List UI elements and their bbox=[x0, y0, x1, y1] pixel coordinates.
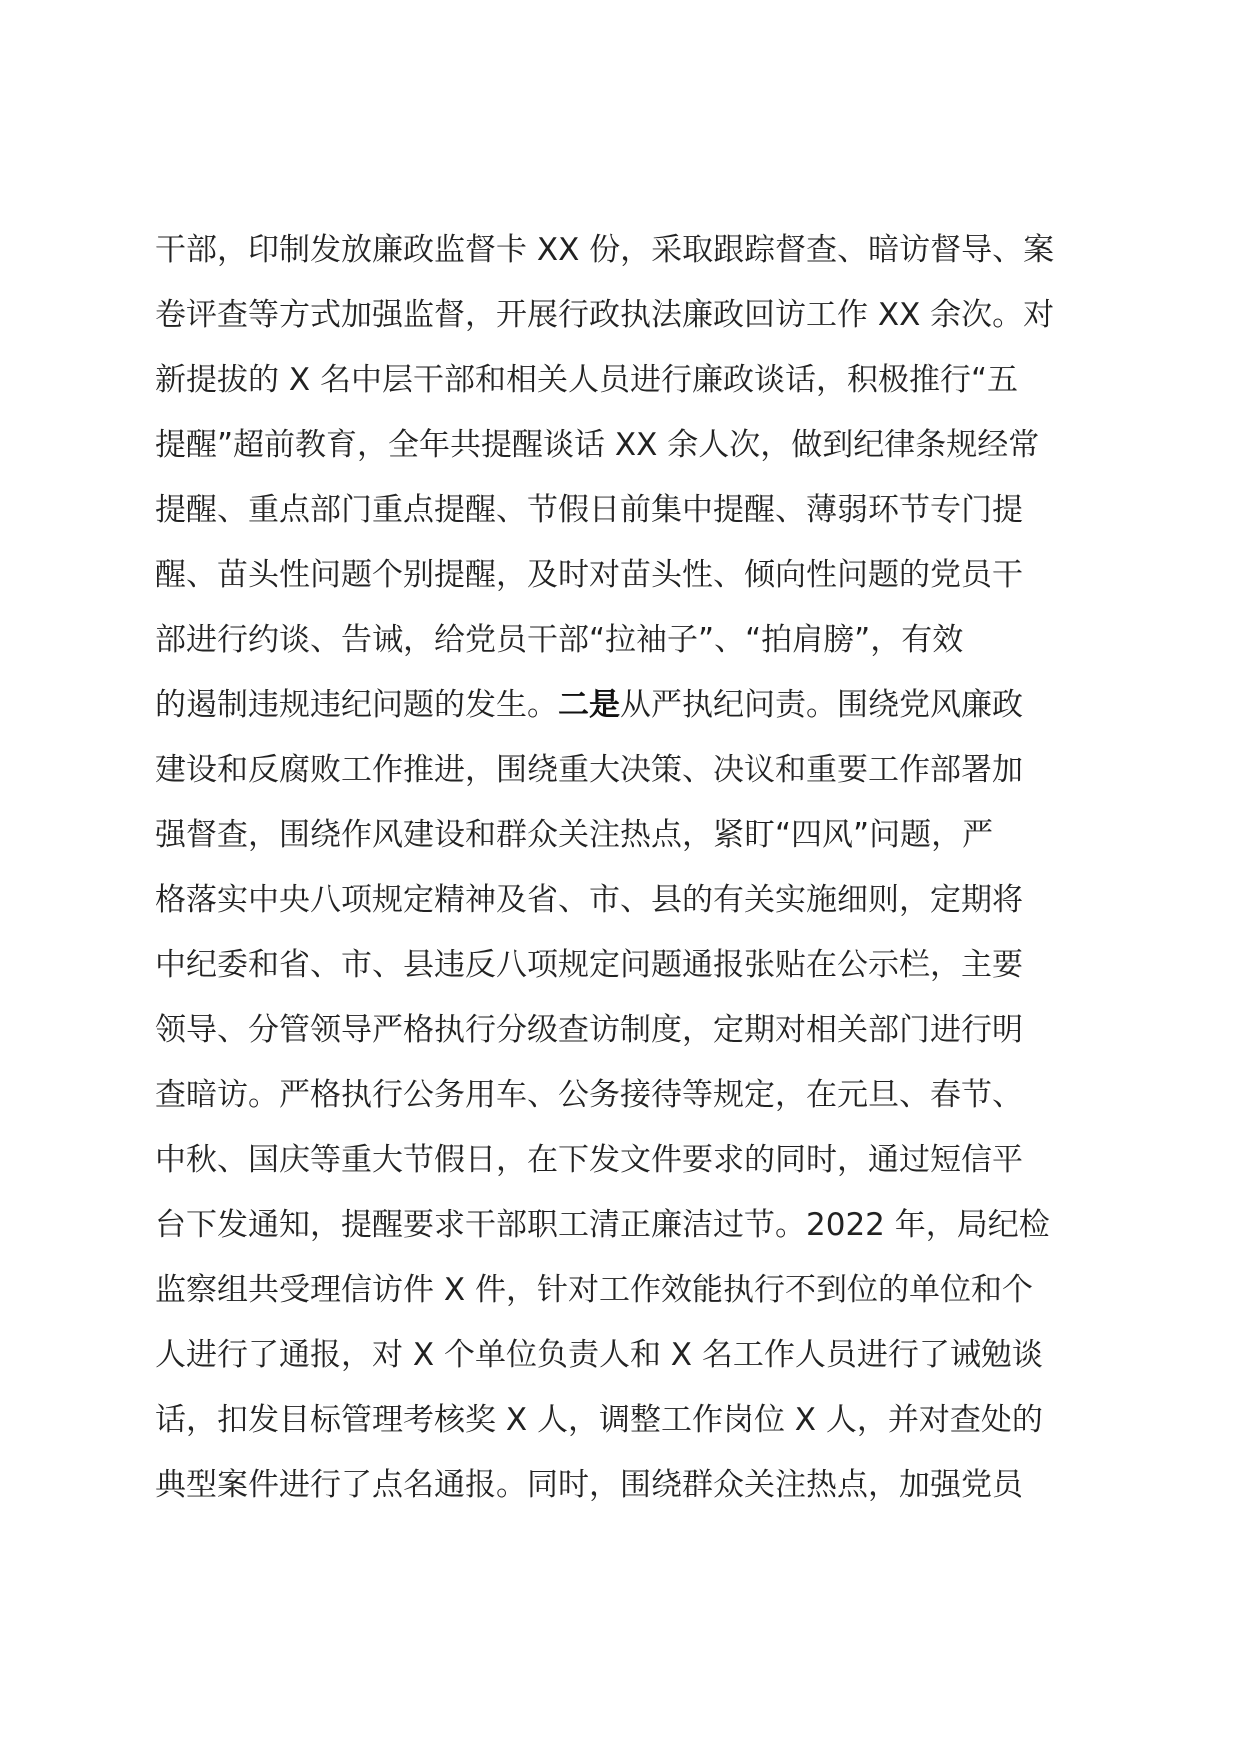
text-line: 监察组共受理信访件 X 件，针对工作效能执行不到位的单位和个 bbox=[155, 1272, 1033, 1308]
text-line: 查暗访。严格执行公务用车、公务接待等规定，在元旦、春节、 bbox=[155, 1077, 1023, 1113]
text-line: 部进行约谈、告诫，给党员干部“拉袖子”、“拍肩膀”，有效 bbox=[155, 622, 964, 658]
text-line: 话，扣发目标管理考核奖 X 人，调整工作岗位 X 人，并对查处的 bbox=[155, 1402, 1043, 1438]
text-line: 强督查，围绕作风建设和群众关注热点，紧盯“四风”问题，严 bbox=[155, 817, 994, 853]
text-line: 格落实中央八项规定精神及省、市、县的有关实施细则，定期将 bbox=[155, 882, 1023, 918]
emphasis-heading: 二是 bbox=[558, 687, 620, 723]
text-segment: 的遏制违规违纪问题的发生。 bbox=[155, 687, 558, 723]
text-line: 新提拔的 X 名中层干部和相关人员进行廉政谈话，积极推行“五 bbox=[155, 362, 1019, 398]
text-line: 干部，印制发放廉政监督卡 XX 份，采取跟踪督查、暗访督导、案 bbox=[155, 232, 1055, 268]
text-line: 台下发通知，提醒要求干部职工清正廉洁过节。2022 年，局纪检 bbox=[155, 1207, 1050, 1243]
body-paragraph bbox=[155, 218, 1095, 1518]
text-line: 卷评查等方式加强监督，开展行政执法廉政回访工作 XX 余次。对 bbox=[155, 297, 1055, 333]
text-line: 提醒、重点部门重点提醒、节假日前集中提醒、薄弱环节专门提 bbox=[155, 492, 1023, 528]
text-line: 领导、分管领导严格执行分级查访制度，定期对相关部门进行明 bbox=[155, 1012, 1023, 1048]
text-line: 建设和反腐败工作推进，围绕重大决策、决议和重要工作部署加 bbox=[155, 752, 1023, 788]
text-line: 提醒”超前教育，全年共提醒谈话 XX 余人次，做到纪律条规经常 bbox=[155, 427, 1040, 463]
text-line: 醒、苗头性问题个别提醒，及时对苗头性、倾向性问题的党员干 bbox=[155, 557, 1023, 593]
text-segment: 从严执纪问责。围绕党风廉政 bbox=[620, 687, 1023, 723]
text-line: 中纪委和省、市、县违反八项规定问题通报张贴在公示栏，主要 bbox=[155, 947, 1023, 983]
text-line: 人进行了通报，对 X 个单位负责人和 X 名工作人员进行了诫勉谈 bbox=[155, 1337, 1043, 1373]
text-line: 中秋、国庆等重大节假日，在下发文件要求的同时，通过短信平 bbox=[155, 1142, 1023, 1178]
text-line-with-emphasis bbox=[155, 673, 1095, 738]
text-line: 典型案件进行了点名通报。同时，围绕群众关注热点，加强党员 bbox=[155, 1467, 1023, 1503]
